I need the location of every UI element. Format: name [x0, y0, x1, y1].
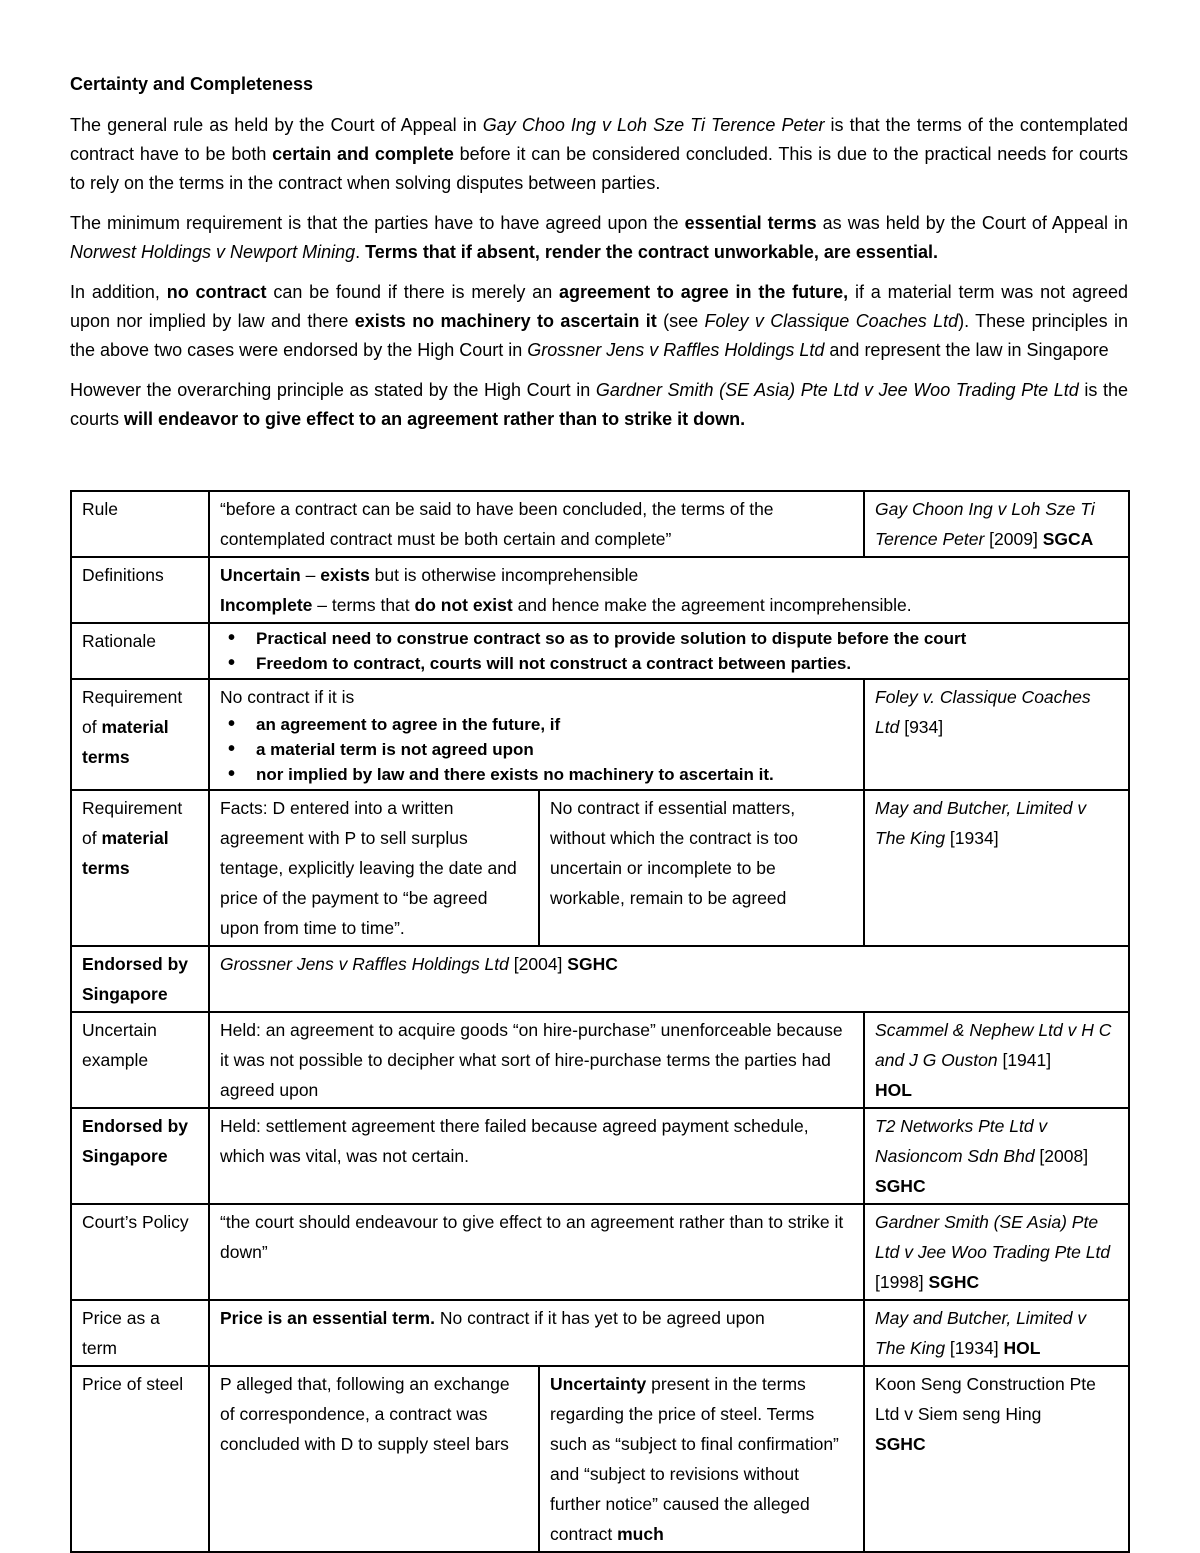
policy-text: “the court should endeavour to give effect to an agreement rather than to strike it down”: [209, 1204, 864, 1300]
row-label: Uncertain example: [71, 1012, 209, 1108]
rule-text: “before a contract can be said to have been concluded, the terms of the contemplated contract must be both certain and complete”: [209, 491, 864, 557]
table-row-requirement-material-terms: [71, 679, 1129, 790]
row-label: Rule: [71, 491, 209, 557]
row-label: Endorsed by Singapore: [71, 1108, 209, 1204]
row-label: Definitions: [71, 557, 209, 623]
case-citation: Gardner Smith (SE Asia) Pte Ltd v Jee Woo Trading Pte Ltd [1998] SGHC: [864, 1204, 1129, 1300]
table-row-uncertain-example: [71, 1012, 1129, 1108]
table-row-price-of-steel: [71, 1366, 1129, 1552]
rationale-list: [209, 623, 1129, 679]
table-row-endorsed-by-singapore: [71, 946, 1129, 1012]
document-body: [70, 70, 1128, 445]
list-item: • Practical need to construe contract so as to provide solution to dispute before the court: [240, 626, 1118, 651]
table-row-endorsed-by-singapore-2: [71, 1108, 1129, 1204]
price-term-text: Price is an essential term. No contract if it has yet to be agreed upon: [209, 1300, 864, 1366]
table-row-definitions: [71, 557, 1129, 623]
list-item: • nor implied by law and there exists no machinery to ascertain it.: [240, 762, 853, 787]
holding-text: No contract if essential matters, without which the contract is too uncertain or incomplete to be workable, remain to be agreed: [539, 790, 864, 946]
holding-text: Held: an agreement to acquire goods “on hire-purchase” unenforceable because it was not possible to decipher what sort of hire-purchase terms the parties had agreed upon: [209, 1012, 864, 1108]
case-citation: May and Butcher, Limited v The King [1934]: [864, 790, 1129, 946]
paragraph-general-rule: The general rule as held by the Court of Appeal in Gay Choo Ing v Loh Sze Ti Terence Peter is that the terms of the contemplated contract have to be both certain and complete before it can be considered concluded. This is due to the practical needs for courts to rely on the terms in the contract when solving disputes between parties.: [70, 115, 1128, 193]
paragraph-overarching-principle: However the overarching principle as stated by the High Court in Gardner Smith (SE Asia) Pte Ltd v Jee Woo Trading Pte Ltd is the courts will endeavor to give effect to an agreement rather than to strike it down.: [70, 380, 1128, 429]
case-citation: Grossner Jens v Raffles Holdings Ltd [2004] SGHC: [209, 946, 1129, 1012]
definitions-text: Uncertain – exists but is otherwise incomprehensible Incomplete – terms that do not exist and hence make the agreement incomprehensible.: [209, 557, 1129, 623]
case-citation: Scammel & Nephew Ltd v H C and J G Ouston [1941] HOL: [864, 1012, 1129, 1108]
summary-table: [70, 490, 1130, 1553]
list-item: • a material term is not agreed upon: [240, 737, 853, 762]
case-citation: Foley v. Classique Coaches Ltd [934]: [864, 679, 1129, 790]
row-label: Court’s Policy: [71, 1204, 209, 1300]
case-citation: Gay Choon Ing v Loh Sze Ti Terence Peter [2009] SGCA: [864, 491, 1129, 557]
requirement-list: No contract if it is • an agreement to agree in the future, if • a material term is not agreed upon • nor implied by law and there exists no machinery to ascertain it.: [209, 679, 864, 790]
list-item: • Freedom to contract, courts will not construct a contract between parties.: [240, 651, 1118, 676]
table-row-rationale: [71, 623, 1129, 679]
table-row-rule: [71, 491, 1129, 557]
holding-text: Uncertainty present in the terms regarding the price of steel. Terms such as “subject to final confirmation” and “subject to revisions without further notice” caused the alleged contract much: [539, 1366, 864, 1552]
paragraph-in-addition: In addition, no contract can be found if there is merely an agreement to agree in the future, if a material term was not agreed upon nor implied by law and there exists no machinery to ascertain it (see Foley v Classique Coaches Ltd). These principles in the above two cases were endorsed by the High Court in Grossner Jens v Raffles Holdings Ltd and represent the law in Singapore: [70, 282, 1128, 360]
holding-text: Held: settlement agreement there failed because agreed payment schedule, which was vital, was not certain.: [209, 1108, 864, 1204]
case-citation: T2 Networks Pte Ltd v Nasioncom Sdn Bhd [2008] SGHC: [864, 1108, 1129, 1204]
row-label: Rationale: [71, 623, 209, 679]
facts-text: P alleged that, following an exchange of correspondence, a contract was concluded with D to supply steel bars: [209, 1366, 539, 1552]
row-label: Endorsed by Singapore: [71, 946, 209, 1012]
case-citation: Koon Seng Construction Pte Ltd v Siem seng Hing SGHC: [864, 1366, 1129, 1552]
paragraph-minimum-requirement: The minimum requirement is that the parties have to have agreed upon the essential terms as was held by the Court of Appeal in Norwest Holdings v Newport Mining. Terms that if absent, render the contract unworkable, are essential.: [70, 213, 1128, 262]
facts-text: Facts: D entered into a written agreement with P to sell surplus tentage, explicitly leaving the date and price of the payment to “be agreed upon from time to time”.: [209, 790, 539, 946]
table-row-requirement-material-terms-2: [71, 790, 1129, 946]
row-label: Price of steel: [71, 1366, 209, 1552]
table-row-price-as-term: [71, 1300, 1129, 1366]
row-label: Price as a term: [71, 1300, 209, 1366]
row-label: Requirement of material terms: [71, 790, 209, 946]
row-label: Requirement of material terms: [71, 679, 209, 790]
page-title: Certainty and Completeness: [70, 74, 314, 94]
table-row-courts-policy: [71, 1204, 1129, 1300]
list-item: • an agreement to agree in the future, if: [240, 712, 853, 737]
case-citation: May and Butcher, Limited v The King [1934] HOL: [864, 1300, 1129, 1366]
